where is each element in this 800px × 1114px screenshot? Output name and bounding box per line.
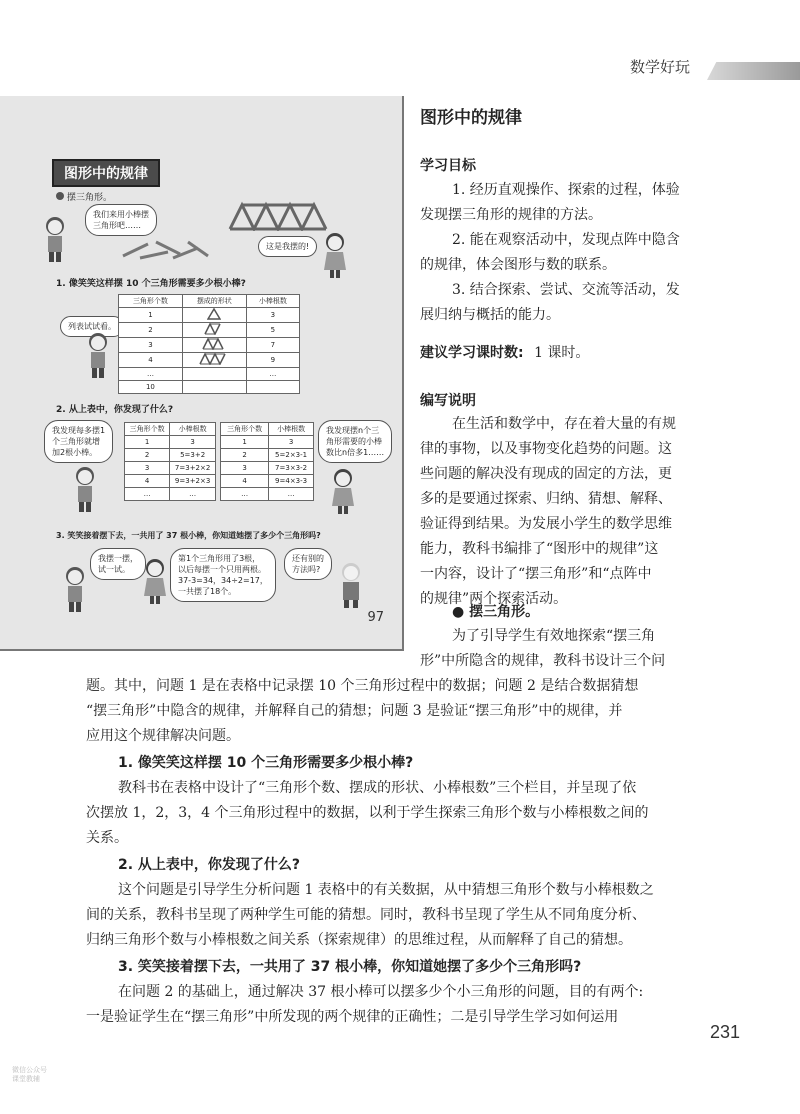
body-line-1: 题。其中，问题 1 是在表格中记录摆 10 个三角形过程中的数据；问题 2 是结合数据猜想 <box>86 678 639 694</box>
table-cell: 3 <box>269 436 314 449</box>
table-cell: … <box>125 488 170 501</box>
table-cell: 9=4×3-3 <box>269 475 314 488</box>
bullet-dot-icon: ● <box>452 604 465 620</box>
scan-bubble-3: 列表试试看。 <box>60 316 124 337</box>
notes-line: 多的是要通过探索、归纳、猜想、解释、 <box>420 491 672 507</box>
scan-table-2a <box>124 422 216 501</box>
scan-bubble-2: 这是我摆的! <box>258 236 317 257</box>
girl-figure-icon <box>322 232 348 278</box>
table-cell <box>182 381 246 394</box>
table-cell: 4 <box>221 475 269 488</box>
shape-cell <box>182 353 246 368</box>
notes-line: 一内容，设计了“摆三角形”和“点阵中 <box>420 566 652 582</box>
table-row <box>221 488 314 501</box>
table-cell: … <box>119 368 183 381</box>
boy-figure-icon <box>42 216 68 262</box>
table-cell: 3 <box>246 308 299 323</box>
table-cell: … <box>221 488 269 501</box>
q1-para-line-1: 教科书在表格中设计了“三角形个数、摆成的形状、小棒根数”三个栏目，并呈现了依 <box>118 780 637 796</box>
goals-heading: 学习目标 <box>420 158 476 174</box>
table-cell: 1 <box>125 436 170 449</box>
table-cell: 7=3+2×2 <box>170 462 216 475</box>
header-section-title: 数学好玩 <box>630 58 691 76</box>
table-cell: 9 <box>246 353 299 368</box>
table-row <box>119 353 300 368</box>
table-header-cell: 小棒根数 <box>269 423 314 436</box>
table-cell: 2 <box>221 449 269 462</box>
goal-1-line-b: 发现摆三角形的规律的方法。 <box>420 207 602 223</box>
goal-3-line-b: 展归纳与概括的能力。 <box>420 307 560 323</box>
triangle-row-icon <box>228 201 338 231</box>
table-cell: 7=3×3-2 <box>269 462 314 475</box>
loose-sticks-icon <box>118 236 213 262</box>
boy-figure-3-icon <box>72 466 98 512</box>
scan-bubble-7: 第1个三角形用了3根， 以后每摆一个只用两根。 37-3=34，34÷2=17， 一共摆了18个。 <box>170 548 276 602</box>
table-cell: 3 <box>125 462 170 475</box>
page-number: 231 <box>709 1022 740 1042</box>
body-question-3: 3. 笑笑接着摆下去，一共用了 37 根小棒，你知道她摆了多少个三角形吗? <box>118 959 582 975</box>
table-header-cell: 小棒根数 <box>170 423 216 436</box>
table-header-cell: 小棒根数 <box>246 295 299 308</box>
body-line-2: “摆三角形”中隐含的规律，并解释自己的猜想；问题 3 是验证“摆三角形”中的规律，并 <box>86 703 623 719</box>
boy-figure-4-icon <box>62 566 88 612</box>
scan-bubble-1: 我们来用小棒摆 三角形吧…… <box>85 204 157 236</box>
scan-question-3: 3. 笑笑接着摆下去，一共用了 37 根小棒，你知道她摆了多少个三角形吗? <box>56 531 321 540</box>
scan-question-1: 1. 像笑笑这样摆 10 个三角形需要多少根小棒? <box>56 279 246 289</box>
table-row <box>119 381 300 394</box>
notes-line: 些问题的解决没有现成的固定的方法，更 <box>420 466 672 482</box>
table-cell <box>246 381 299 394</box>
scan-bubble-5: 我发现摆n个三 角形需要的小棒 数比n倍多1…… <box>318 420 392 463</box>
table-cell: 2 <box>125 449 170 462</box>
table-row <box>221 475 314 488</box>
header-decoration-bar <box>707 62 800 80</box>
table-cell: 5=2×3-1 <box>269 449 314 462</box>
q2-para-line-3: 归纳三角形个数与小棒根数之间关系（探索规律）的思维过程，从而解释了自己的猜想。 <box>86 932 632 948</box>
table-row <box>221 449 314 462</box>
scan-table-2b <box>220 422 314 501</box>
table-header-row <box>125 423 216 436</box>
table-cell: 1 <box>119 308 183 323</box>
table-header-cell: 摆成的形状 <box>182 295 246 308</box>
q2-para-line-2: 间的关系，教科书呈现了两种学生可能的猜想。同时，教科书呈现了学生从不同角度分析、 <box>86 907 646 923</box>
triangles-4-shape-icon <box>199 353 229 365</box>
scan-intro-label: 摆三角形。 <box>56 190 112 203</box>
grandpa-figure-icon <box>336 562 366 608</box>
girl-figure-2-icon <box>330 468 356 514</box>
table-header-cell: 三角形个数 <box>221 423 269 436</box>
table-row <box>119 338 300 353</box>
boy-figure-2-icon <box>85 332 111 378</box>
para2-line-a: 为了引导学生有效地探索“摆三角 <box>452 628 656 644</box>
notes-line: 的规律”两个探索活动。 <box>420 591 568 607</box>
triangles-2-shape-icon <box>204 323 224 335</box>
table-cell: … <box>170 488 216 501</box>
triangles-3-shape-icon <box>202 338 226 350</box>
table-row <box>125 488 216 501</box>
q3-para-line-2: 一是验证学生在“摆三角形”中所发现的两个规律的正确性；二是引导学生学习如何运用 <box>86 1009 619 1025</box>
table-cell: … <box>246 368 299 381</box>
watermark: 微信公众号 课堂教辅 <box>12 1066 47 1083</box>
table-header-row <box>119 295 300 308</box>
q3-para-line-1: 在问题 2 的基础上，通过解决 37 根小棒可以摆多少个小三角形的问题，目的有两个: <box>118 984 644 1000</box>
table-row <box>119 368 300 381</box>
body-line-3: 应用这个规律解决问题。 <box>86 728 240 744</box>
goal-1-line-a: 1. 经历直观操作、探索的过程，体验 <box>452 182 680 198</box>
scan-table-1 <box>118 294 300 394</box>
table-cell: 9=3+2×3 <box>170 475 216 488</box>
notes-line: 律的事物，以及事物变化趋势的问题。这 <box>420 441 672 457</box>
q1-para-line-3: 关系。 <box>86 830 128 846</box>
goal-2-line-a: 2. 能在观察活动中，发现点阵中隐含 <box>452 232 680 248</box>
textbook-scan <box>0 96 404 651</box>
girl-figure-3-icon <box>142 558 168 604</box>
bullet-text: 摆三角形。 <box>469 604 540 620</box>
goal-3-line-a: 3. 结合探索、尝试、交流等活动，发 <box>452 282 680 298</box>
scan-bubble-4: 我发现每多摆1 个三角形就增 加2根小棒。 <box>44 420 113 463</box>
bullet-heading <box>452 601 539 621</box>
table-header-cell: 三角形个数 <box>119 295 183 308</box>
table-cell: 3 <box>170 436 216 449</box>
table-cell: 5=3+2 <box>170 449 216 462</box>
table-cell: 7 <box>246 338 299 353</box>
q1-para-line-2: 次摆放 1，2，3，4 个三角形过程中的数据，以利于学生探索三角形个数与小棒根数之间的 <box>86 805 649 821</box>
hours-value: 1 课时。 <box>534 345 590 361</box>
triangle-shape-icon <box>207 308 221 320</box>
body-question-2: 2. 从上表中，你发现了什么? <box>118 857 301 873</box>
bullet-dot-icon <box>56 192 64 200</box>
body-question-1: 1. 像笑笑这样摆 10 个三角形需要多少根小棒? <box>118 755 414 771</box>
table-cell: 3 <box>221 462 269 475</box>
scan-bubble-6: 我摆一摆， 试一试。 <box>90 548 146 580</box>
notes-heading: 编写说明 <box>420 393 476 409</box>
notes-line: 在生活和数学中，存在着大量的有规 <box>452 416 676 432</box>
table-cell <box>182 368 246 381</box>
table-row <box>119 323 300 338</box>
notes-line: 能力，教科书编排了“图形中的规律”这 <box>420 541 659 557</box>
table-cell: 1 <box>221 436 269 449</box>
para2-line-b: 形”中所隐含的规律，教科书设计三个问 <box>420 653 666 669</box>
suggested-hours <box>420 342 589 362</box>
scan-question-2: 2. 从上表中，你发现了什么? <box>56 405 174 415</box>
scan-page-number: 97 <box>367 610 384 625</box>
table-cell: 4 <box>125 475 170 488</box>
q2-para-line-1: 这个问题是引导学生分析问题 1 表格中的有关数据，从中猜想三角形个数与小棒根数之 <box>118 882 654 898</box>
table-cell: 3 <box>119 338 183 353</box>
hours-label: 建议学习课时数: <box>420 345 524 361</box>
table-cell: 5 <box>246 323 299 338</box>
table-row <box>221 462 314 475</box>
table-row <box>125 436 216 449</box>
table-cell: 4 <box>119 353 183 368</box>
shape-cell <box>182 323 246 338</box>
table-row <box>125 475 216 488</box>
right-title: 图形中的规律 <box>420 108 522 128</box>
table-cell: 2 <box>119 323 183 338</box>
scan-bubble-8: 还有别的 方法吗? <box>284 548 332 580</box>
table-cell: … <box>269 488 314 501</box>
table-row <box>125 449 216 462</box>
shape-cell <box>182 308 246 323</box>
table-cell: 10 <box>119 381 183 394</box>
goal-2-line-b: 的规律，体会图形与数的联系。 <box>420 257 616 273</box>
table-row <box>125 462 216 475</box>
table-header-row <box>221 423 314 436</box>
table-row <box>119 308 300 323</box>
notes-line: 验证得到结果。为发展小学生的数学思维 <box>420 516 672 532</box>
scan-lesson-title: 图形中的规律 <box>52 159 160 187</box>
shape-cell <box>182 338 246 353</box>
table-header-cell: 三角形个数 <box>125 423 170 436</box>
table-row <box>221 436 314 449</box>
